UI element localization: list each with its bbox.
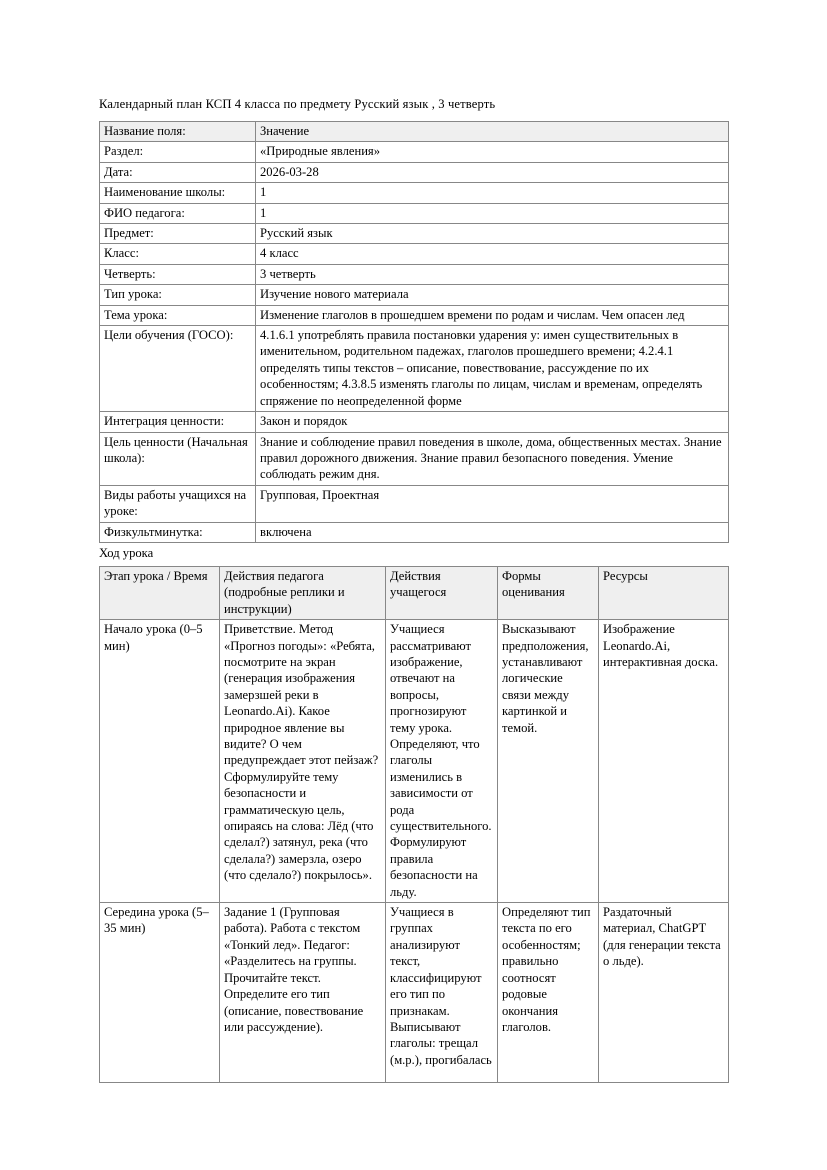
row-label: Цели обучения (ГОСО): bbox=[100, 326, 256, 412]
lesson-flow-heading: Ход урока bbox=[99, 545, 154, 560]
cell-student-actions: Учащиеся в группах анализируют текст, классифицируют его тип по признакам. Выписывают глаголы: трещал (м.р.), прогибалась bbox=[386, 903, 498, 1083]
table-row bbox=[100, 522, 729, 542]
row-value: включена bbox=[256, 522, 729, 542]
row-value: Русский язык bbox=[256, 224, 729, 244]
row-value: 1 bbox=[256, 183, 729, 203]
row-label: Четверть: bbox=[100, 264, 256, 284]
table-row bbox=[100, 326, 729, 412]
row-label: Виды работы учащихся на уроке: bbox=[100, 485, 256, 522]
row-label: Класс: bbox=[100, 244, 256, 264]
row-label: Раздел: bbox=[100, 142, 256, 162]
lesson-flow-body bbox=[100, 566, 729, 1082]
row-value: «Природные явления» bbox=[256, 142, 729, 162]
row-value: Знание и соблюдение правил поведения в школе, дома, общественных местах. Знание правил дорожного движения. Знание правил безопасного поведения. Умение соблюдать режим дня. bbox=[256, 432, 729, 485]
row-label: Цель ценности (Начальная школа): bbox=[100, 432, 256, 485]
table-row bbox=[100, 264, 729, 284]
table-row bbox=[100, 244, 729, 264]
cell-stage: Начало урока (0–5 мин) bbox=[100, 620, 220, 903]
header-resources: Ресурсы bbox=[599, 566, 729, 619]
table-row bbox=[100, 183, 729, 203]
row-value: 4 класс bbox=[256, 244, 729, 264]
row-label: ФИО педагога: bbox=[100, 203, 256, 223]
row-label: Физкультминутка: bbox=[100, 522, 256, 542]
row-label: Предмет: bbox=[100, 224, 256, 244]
row-label: Наименование школы: bbox=[100, 183, 256, 203]
table-row bbox=[100, 432, 729, 485]
cell-resources: Раздаточный материал, ChatGPT (для генерации текста о льде). bbox=[599, 903, 729, 1083]
table-row bbox=[100, 412, 729, 432]
row-value: Групповая, Проектная bbox=[256, 485, 729, 522]
cell-stage: Середина урока (5–35 мин) bbox=[100, 903, 220, 1083]
cell-resources: Изображение Leonardo.Ai, интерактивная доска. bbox=[599, 620, 729, 903]
row-label: Тема урока: bbox=[100, 305, 256, 325]
table-row bbox=[100, 903, 729, 1083]
table-row bbox=[100, 224, 729, 244]
header-stage: Этап урока / Время bbox=[100, 566, 220, 619]
cell-assessment-forms: Определяют тип текста по его особенностям; правильно соотносят родовые окончания глаголов. bbox=[498, 903, 599, 1083]
row-label: Тип урока: bbox=[100, 285, 256, 305]
row-value: 4.1.6.1 употреблять правила постановки ударения у: имен существительных в именительном, родительном падежах, глаголов прошедшего времени; 4.2.4.1 определять типы текстов – описание, повествование, рассуждение по их особенностям; 4.3.8.5 изменять глаголы по лицам, числам и временам, определять спряжение по неопределенной форме bbox=[256, 326, 729, 412]
row-value: 2026-03-28 bbox=[256, 162, 729, 182]
header-field-name: Название поля: bbox=[100, 122, 256, 142]
table-row bbox=[100, 203, 729, 223]
cell-teacher-actions: Задание 1 (Групповая работа). Работа с текстом «Тонкий лед». Педагог: «Разделитесь на группы. Прочитайте текст. Определите его тип (описание, повествование или рассуждение). bbox=[220, 903, 386, 1083]
table-header-row bbox=[100, 566, 729, 619]
lesson-info-table bbox=[99, 121, 729, 543]
lesson-flow-table bbox=[99, 566, 729, 1083]
cell-assessment-forms: Высказывают предположения, устанавливают логические связи между картинкой и темой. bbox=[498, 620, 599, 903]
table-row bbox=[100, 485, 729, 522]
header-field-value: Значение bbox=[256, 122, 729, 142]
row-value: Изучение нового материала bbox=[256, 285, 729, 305]
header-assessment-forms: Формы оценивания bbox=[498, 566, 599, 619]
cell-student-actions: Учащиеся рассматривают изображение, отвечают на вопросы, прогнозируют тему урока. Определяют, что глаголы изменились в зависимости от рода существительного. Формулируют правила безопасности на льду. bbox=[386, 620, 498, 903]
row-value: Изменение глаголов в прошедшем времени по родам и числам. Чем опасен лед bbox=[256, 305, 729, 325]
row-label: Интеграция ценности: bbox=[100, 412, 256, 432]
table-row bbox=[100, 162, 729, 182]
table-header-row bbox=[100, 122, 729, 142]
row-value: Закон и порядок bbox=[256, 412, 729, 432]
page-title: Календарный план КСП 4 класса по предмету Русский язык , 3 четверть bbox=[99, 97, 496, 111]
table-row bbox=[100, 142, 729, 162]
cell-teacher-actions: Приветствие. Метод «Прогноз погоды»: «Ребята, посмотрите на экран (генерация изображения замерзшей реки в Leonardo.Ai). Какое природное явление вы видите? О чем предупреждает этот пейзаж? Сформулируйте тему безопасности и грамматическую цель, опираясь на слова: Лёд (что сделал?) затянул, река (что сделала?) замерзла, озеро (что сделало?) покрылось». bbox=[220, 620, 386, 903]
table-row bbox=[100, 285, 729, 305]
row-value: 1 bbox=[256, 203, 729, 223]
row-label: Дата: bbox=[100, 162, 256, 182]
lesson-info-body bbox=[100, 122, 729, 543]
table-row bbox=[100, 620, 729, 903]
table-row bbox=[100, 305, 729, 325]
row-value: 3 четверть bbox=[256, 264, 729, 284]
header-teacher-actions: Действия педагога (подробные реплики и инструкции) bbox=[220, 566, 386, 619]
header-student-actions: Действия учащегося bbox=[386, 566, 498, 619]
